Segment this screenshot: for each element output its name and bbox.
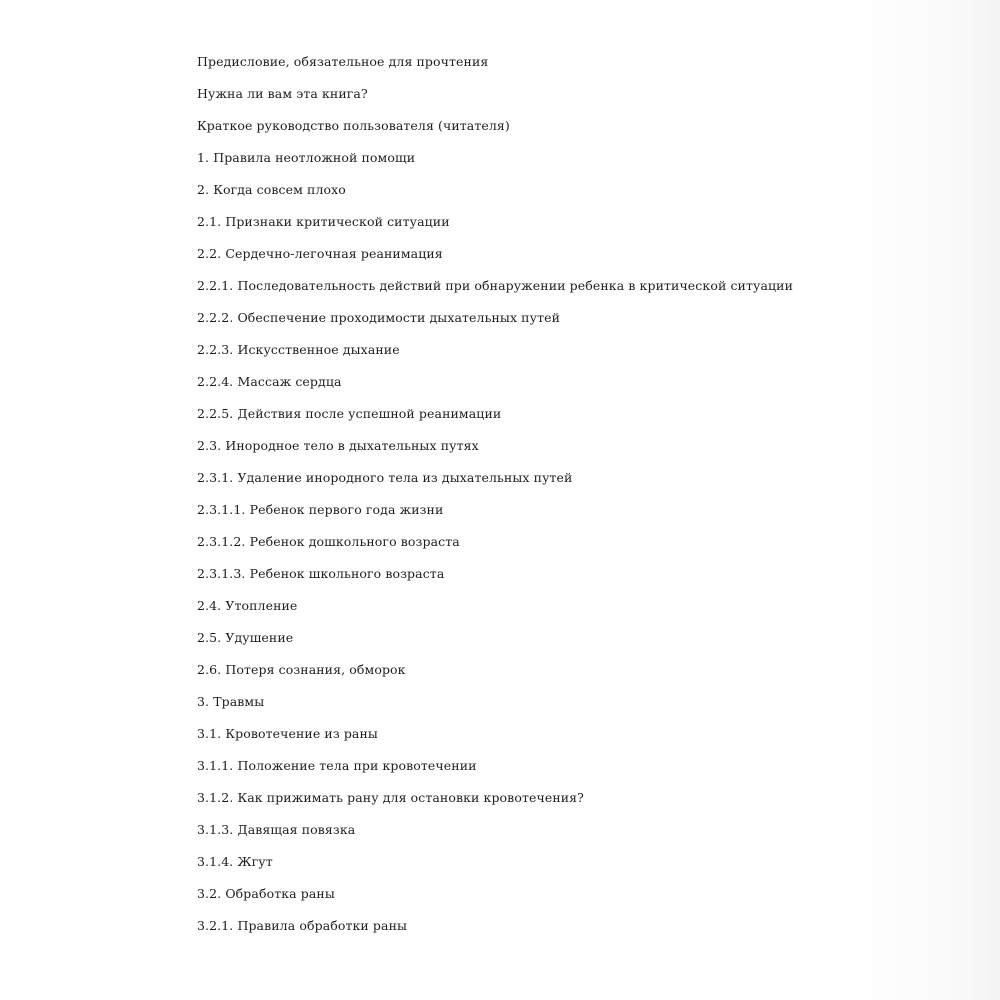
toc-entry[interactable]: 3.2.1. Правила обработки раны	[197, 918, 408, 933]
toc-entry[interactable]: 3.2. Обработка раны	[197, 886, 335, 901]
toc-entry[interactable]: 2.2.2. Обеспечение проходимости дыхательных путей	[197, 310, 561, 325]
toc-entry[interactable]: 1. Правила неотложной помощи	[197, 150, 416, 165]
toc-entry[interactable]: 2.2.1. Последовательность действий при обнаружении ребенка в критической ситуации	[197, 278, 794, 293]
toc-entry[interactable]: 2.3.1.1. Ребенок первого года жизни	[197, 502, 444, 517]
toc-entry[interactable]: 2.3.1.3. Ребенок школьного возраста	[197, 566, 445, 581]
toc-entry[interactable]: 2.3. Инородное тело в дыхательных путях	[197, 438, 479, 453]
toc-entry[interactable]: 3.1.3. Давящая повязка	[197, 822, 356, 837]
toc-entry[interactable]: 2.2.3. Искусственное дыхание	[197, 342, 400, 357]
toc-entry[interactable]: 3. Травмы	[197, 694, 265, 709]
toc-entry[interactable]: 3.1.2. Как прижимать рану для остановки кровотечения?	[197, 790, 584, 805]
table-of-contents	[197, 51, 793, 947]
toc-entry[interactable]: 2.2.4. Массаж сердца	[197, 374, 342, 389]
toc-entry[interactable]: 3.1. Кровотечение из раны	[197, 726, 378, 741]
page-shadow-edge	[840, 0, 1000, 1000]
toc-entry[interactable]: 2.5. Удушение	[197, 630, 294, 645]
toc-entry[interactable]: 2.2.5. Действия после успешной реанимации	[197, 406, 502, 421]
toc-entry[interactable]: Нужна ли вам эта книга?	[197, 86, 368, 101]
toc-entry[interactable]: 3.1.1. Положение тела при кровотечении	[197, 758, 477, 773]
toc-entry[interactable]: 3.1.4. Жгут	[197, 854, 273, 869]
toc-entry[interactable]: 2.1. Признаки критической ситуации	[197, 214, 450, 229]
toc-entry[interactable]: 2.6. Потеря сознания, обморок	[197, 662, 406, 677]
toc-entry[interactable]: Предисловие, обязательное для прочтения	[197, 54, 489, 69]
toc-entry[interactable]: 2.3.1. Удаление инородного тела из дыхательных путей	[197, 470, 573, 485]
toc-entry[interactable]: 2.4. Утопление	[197, 598, 298, 613]
toc-entry[interactable]: 2.3.1.2. Ребенок дошкольного возраста	[197, 534, 460, 549]
toc-entry[interactable]: 2.2. Сердечно-легочная реанимация	[197, 246, 443, 261]
toc-entry[interactable]: 2. Когда совсем плохо	[197, 182, 346, 197]
toc-entry[interactable]: Краткое руководство пользователя (читателя)	[197, 118, 510, 133]
